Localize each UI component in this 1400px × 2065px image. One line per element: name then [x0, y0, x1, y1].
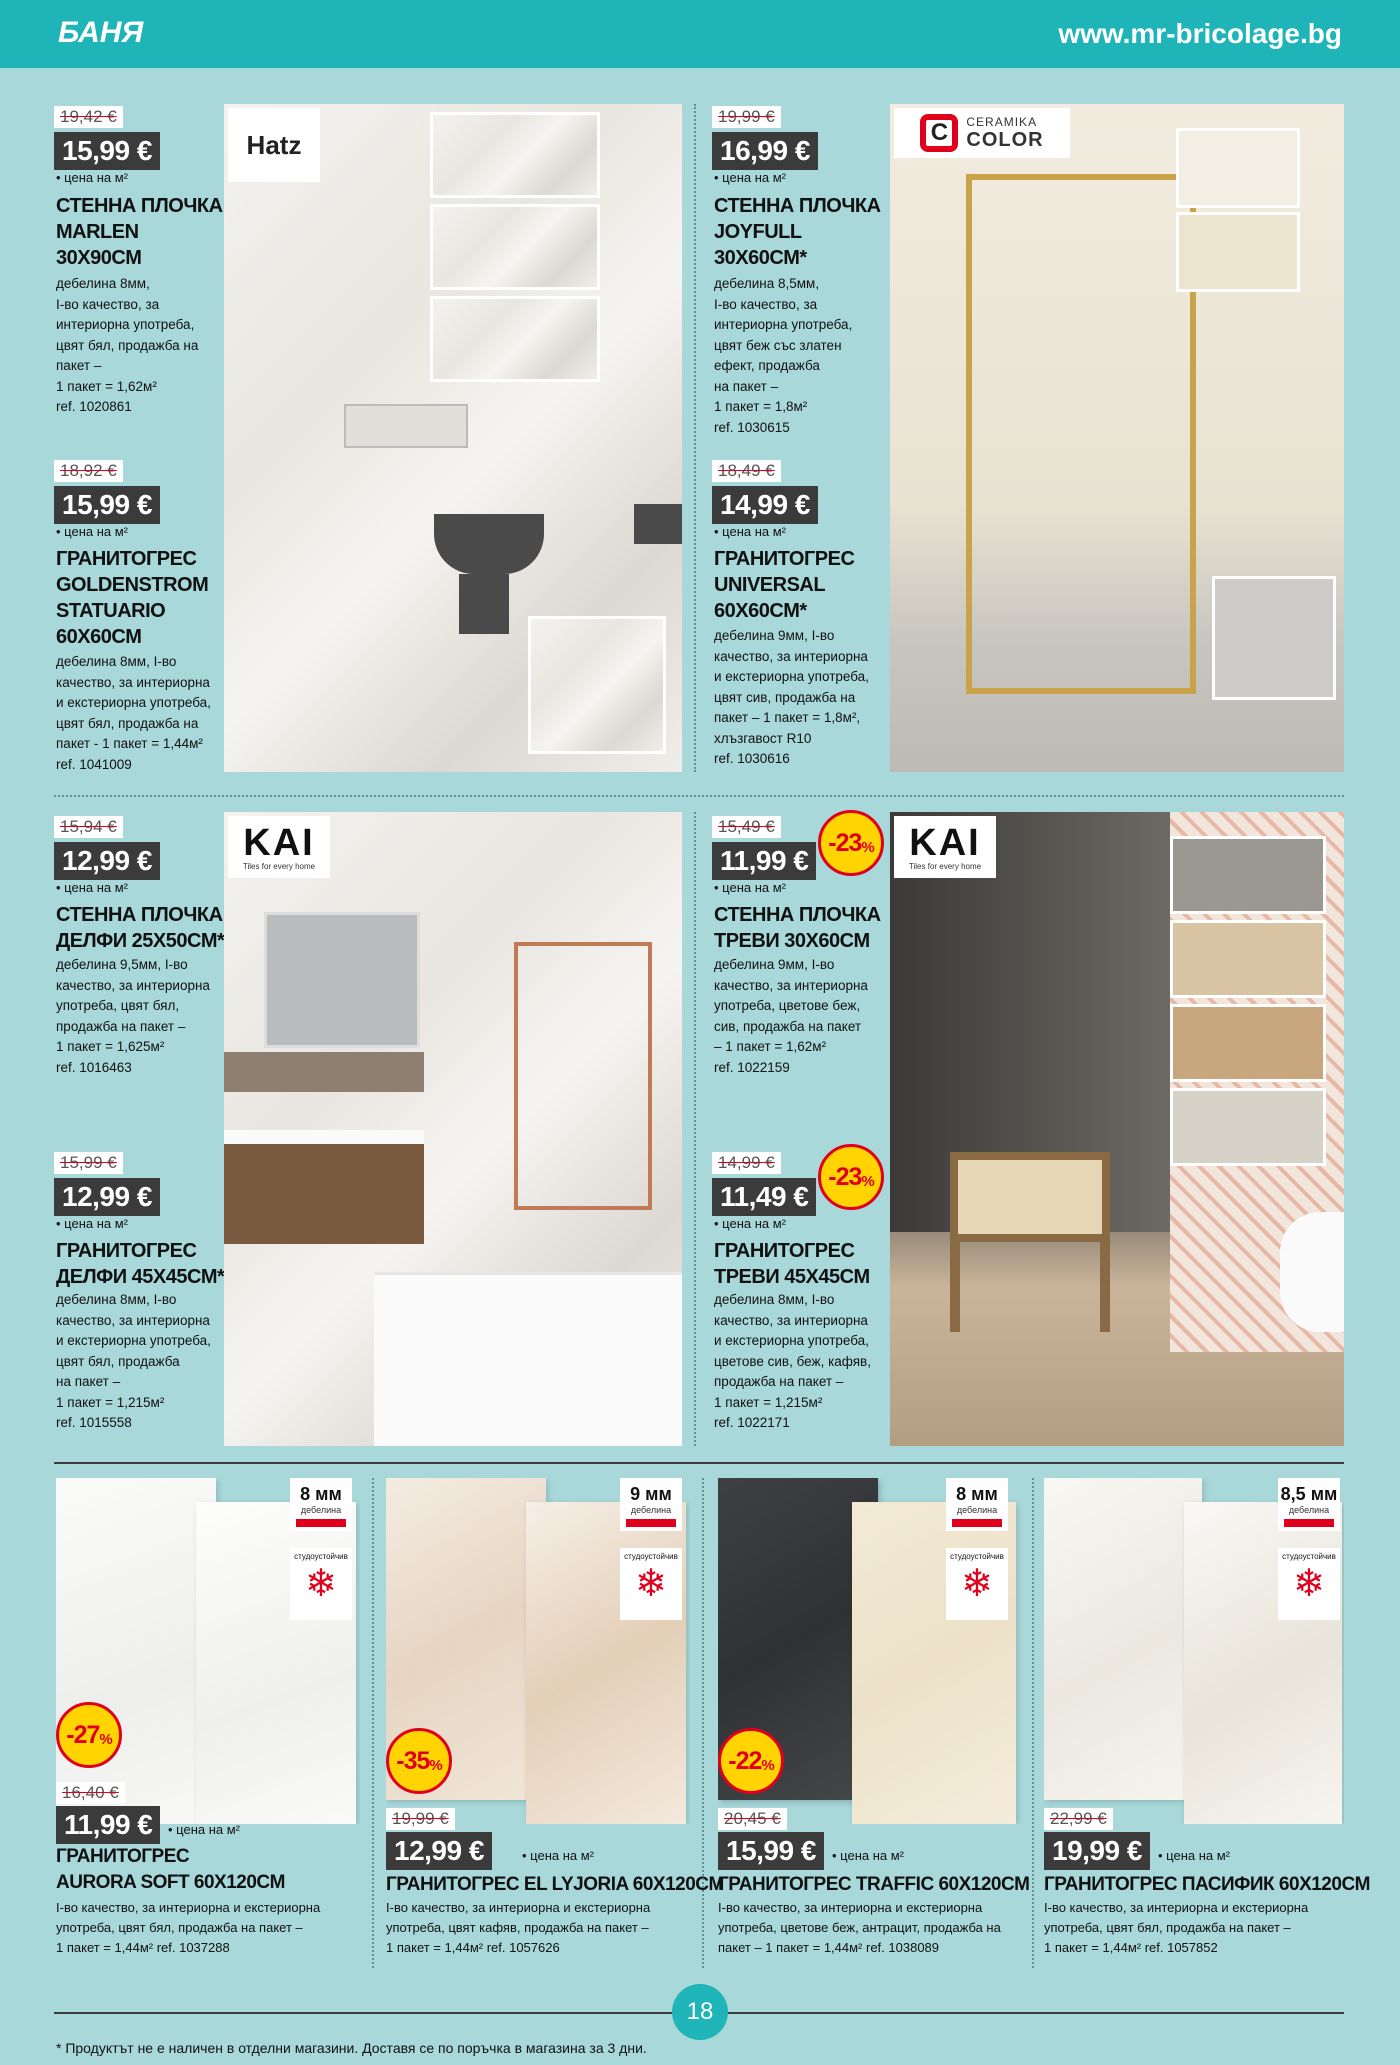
bathroom-photo — [890, 104, 1344, 772]
product-title: ГРАНИТОГРЕС TRAFFIC 60X120CM — [718, 1874, 1030, 1895]
product-description: I-во качество, за интериорна и екстериорна употреба, цвят кафяв, продажба на пакет – 1 пакет = 1,44м² ref. 1057626 — [386, 1900, 651, 1955]
product-title: ГРАНИТОГРЕС ТРЕВИ 45X45CM — [714, 1240, 870, 1288]
price-tag: 12,99 € — [54, 1178, 160, 1216]
thickness-badge: 9 мм дебелина — [620, 1478, 682, 1531]
product-title: ГРАНИТОГРЕС ДЕЛФИ 45X45CM* — [56, 1240, 225, 1288]
bathtub-shape — [1280, 1212, 1344, 1332]
bathroom-photo — [890, 812, 1344, 1446]
price-tag: 14,99 € — [712, 486, 818, 524]
product-title: СТЕННА ПЛОЧКА ТРЕВИ 30X60CM — [714, 904, 881, 952]
product-title: СТЕННА ПЛОЧКА MARLEN 30X90CM — [56, 195, 223, 269]
price-unit: • цена на м² — [56, 880, 129, 895]
tile-sample — [528, 616, 666, 754]
shower-frame — [966, 688, 1196, 694]
price-unit: • цена на м² — [1158, 1848, 1231, 1863]
old-price: 22,99 € — [1044, 1808, 1113, 1830]
product-description: дебелина 8мм, I-во качество, за интериорна и екстериорна употреба, цвят бял, продажба на пакет – 1 пакет = 1,215м² ref. 1015558 — [56, 1292, 211, 1430]
chair-legs — [950, 1242, 1110, 1332]
snowflake-icon: ❄ — [305, 1561, 337, 1605]
bathroom-photo — [224, 104, 682, 772]
old-price: 16,40 € — [56, 1782, 125, 1804]
column-divider — [372, 1478, 374, 1968]
price-tag: 12,99 € — [386, 1832, 492, 1870]
product-title: ГРАНИТОГРЕС EL LYJORIA 60X120CM — [386, 1874, 724, 1895]
row-divider — [54, 795, 1344, 797]
price-unit: • цена на м² — [56, 524, 129, 539]
old-price: 19,42 € — [54, 106, 123, 128]
old-price: 15,49 € — [712, 816, 781, 838]
bathtub-shape — [374, 1272, 682, 1446]
tile-sample — [1170, 836, 1326, 914]
tile-sample — [1170, 1088, 1326, 1166]
product-description: дебелина 8мм, I-во качество, за интериорна и екстериорна употреба, цветове сив, беж, кафяв, продажба на пакет – 1 пакет = 1,215м² ref. 1022171 — [714, 1292, 871, 1430]
price-tag: 19,99 € — [1044, 1832, 1150, 1870]
flush-plate — [344, 404, 468, 448]
price-unit: • цена на м² — [714, 880, 787, 895]
old-price: 18,92 € — [54, 460, 123, 482]
tile-sample — [430, 204, 600, 290]
section-title: БАНЯ — [58, 16, 144, 49]
shower-frame — [966, 174, 1196, 180]
frost-resistant-badge: студоустойчив ❄ — [290, 1548, 352, 1620]
old-price: 14,99 € — [712, 1152, 781, 1174]
product-description: дебелина 9мм, I-во качество, за интериорна употреба, цветове беж, сив, продажба на пакет – 1 пакет = 1,62м² ref. 1022159 — [714, 957, 868, 1075]
old-price: 19,99 € — [712, 106, 781, 128]
product-description: дебелина 8мм, I-во качество, за интериорна употреба, цвят бял, продажба на пакет – 1 пакет = 1,62м² ref. 1020861 — [56, 276, 199, 414]
product-title: СТЕННА ПЛОЧКА ДЕЛФИ 25X50CM* — [56, 904, 225, 952]
toilet-base — [459, 574, 509, 634]
price-tag: 16,99 € — [712, 132, 818, 170]
price-unit: • цена на м² — [56, 170, 129, 185]
page-number: 18 — [672, 1984, 728, 2040]
price-tag: 11,49 € — [712, 1178, 816, 1216]
brand-logo-kai: KAI Tiles for every home — [228, 816, 330, 878]
tile-sample — [1176, 128, 1300, 208]
price-unit: • цена на м² — [522, 1848, 595, 1863]
tile-sample — [1170, 1004, 1326, 1082]
row-divider — [54, 1462, 1344, 1464]
frost-resistant-badge: студоустойчив ❄ — [620, 1548, 682, 1620]
frost-resistant-badge: студоустойчив ❄ — [1278, 1548, 1340, 1620]
old-price: 20,45 € — [718, 1808, 787, 1830]
old-price: 19,99 € — [386, 1808, 455, 1830]
column-divider — [702, 1478, 704, 1968]
price-unit: • цена на м² — [714, 170, 787, 185]
product-description: I-во качество, за интериорна и екстериорна употреба, цветове беж, антрацит, продажба на пакет – 1 пакет = 1,44м² ref. 1038089 — [718, 1900, 1001, 1955]
price-unit: • цена на м² — [168, 1822, 241, 1837]
price-unit: • цена на м² — [832, 1848, 905, 1863]
shower-frame — [514, 942, 652, 1210]
product-description: I-во качество, за интериорна и екстериорна употреба, цвят бял, продажба на пакет – 1 пакет = 1,44м² ref. 1037288 — [56, 1900, 321, 1955]
column-divider — [694, 812, 696, 1446]
discount-badge: -27 % — [56, 1702, 122, 1768]
thickness-badge: 8,5 мм дебелина — [1278, 1478, 1340, 1531]
price-tag: 11,99 € — [712, 842, 816, 880]
brand-logo-hatz: Hatz — [228, 108, 320, 182]
column-divider — [694, 104, 696, 772]
price-tag: 11,99 € — [56, 1806, 160, 1844]
thickness-badge: 8 мм дебелина — [290, 1478, 352, 1531]
footnote: * Продуктът не е наличен в отделни магазини. Доставя се по поръчка в магазина за 3 дни. — [56, 2040, 647, 2056]
price-unit: • цена на м² — [56, 1216, 129, 1231]
discount-badge: -22 % — [718, 1728, 784, 1794]
thickness-badge: 8 мм дебелина — [946, 1478, 1008, 1531]
page-header — [0, 0, 1400, 68]
product-title: ГРАНИТОГРЕС AURORA SOFT 60X120CM — [56, 1846, 285, 1893]
price-tag: 15,99 € — [718, 1832, 824, 1870]
tile-sample — [1170, 920, 1326, 998]
snowflake-icon: ❄ — [961, 1561, 993, 1605]
mirror-shape — [264, 912, 420, 1048]
shower-frame — [966, 174, 972, 694]
column-divider — [1032, 1478, 1034, 1968]
tile-sample — [430, 112, 600, 198]
price-tag: 15,99 € — [54, 132, 160, 170]
snowflake-icon: ❄ — [1293, 1561, 1325, 1605]
tile-sample — [1044, 1478, 1202, 1800]
discount-badge: -23 % — [818, 1144, 884, 1210]
product-description: I-во качество, за интериорна и екстериорна употреба, цвят бял, продажба на пакет – 1 пакет = 1,44м² ref. 1057852 — [1044, 1900, 1309, 1955]
old-price: 15,94 € — [54, 816, 123, 838]
price-unit: • цена на м² — [714, 524, 787, 539]
brand-logo-ceramika: C CERAMIKA COLOR — [894, 108, 1070, 158]
tile-sample — [56, 1478, 216, 1824]
chair-shape — [950, 1152, 1110, 1242]
product-description: дебелина 9,5мм, I-во качество, за интериорна употреба, цвят бял, продажба на пакет – 1 пакет = 1,625м² ref. 1016463 — [56, 957, 210, 1075]
toilet-shape — [434, 514, 544, 574]
product-description: дебелина 8мм, I-во качество, за интериорна и екстериорна употреба, цвят бял, продажба на пакет - 1 пакет = 1,44м² ref. 1041009 — [56, 654, 211, 772]
old-price: 18,49 € — [712, 460, 781, 482]
old-price: 15,99 € — [54, 1152, 123, 1174]
product-title: ГРАНИТОГРЕС UNIVERSAL 60X60CM* — [714, 548, 855, 622]
tile-sample — [1212, 576, 1336, 700]
site-url[interactable]: www.mr-bricolage.bg — [1058, 18, 1342, 49]
price-tag: 15,99 € — [54, 486, 160, 524]
vanity-cabinet — [224, 1144, 424, 1244]
product-description: дебелина 8,5мм, I-во качество, за интериорна употреба, цвят беж със златен ефект, продажба на пакет – 1 пакет = 1,8м² ref. 1030615 — [714, 276, 853, 435]
counter-shape — [634, 504, 682, 544]
product-title: ГРАНИТОГРЕС GOLDENSTROM STATUARIO 60X60CM — [56, 548, 209, 648]
product-title: СТЕННА ПЛОЧКА JOYFULL 30X60CM* — [714, 195, 881, 269]
snowflake-icon: ❄ — [635, 1561, 667, 1605]
mosaic-strip — [224, 1052, 424, 1092]
bathroom-photo — [224, 812, 682, 1446]
tile-sample — [430, 296, 600, 382]
brand-logo-kai: KAI Tiles for every home — [894, 816, 996, 878]
product-description: дебелина 9мм, I-во качество, за интериорна и екстериорна употреба, цвят сив, продажба на пакет – 1 пакет = 1,8м², хлъзгавост R10 ref. 1030616 — [714, 628, 869, 766]
price-unit: • цена на м² — [714, 1216, 787, 1231]
discount-badge: -23 % — [818, 810, 884, 876]
price-tag: 12,99 € — [54, 842, 160, 880]
frost-resistant-badge: студоустойчив ❄ — [946, 1548, 1008, 1620]
tile-sample — [1176, 212, 1300, 292]
product-title: ГРАНИТОГРЕС ПАСИФИК 60X120CM — [1044, 1874, 1370, 1895]
discount-badge: -35 % — [386, 1728, 452, 1794]
counter-shape — [224, 1130, 424, 1144]
